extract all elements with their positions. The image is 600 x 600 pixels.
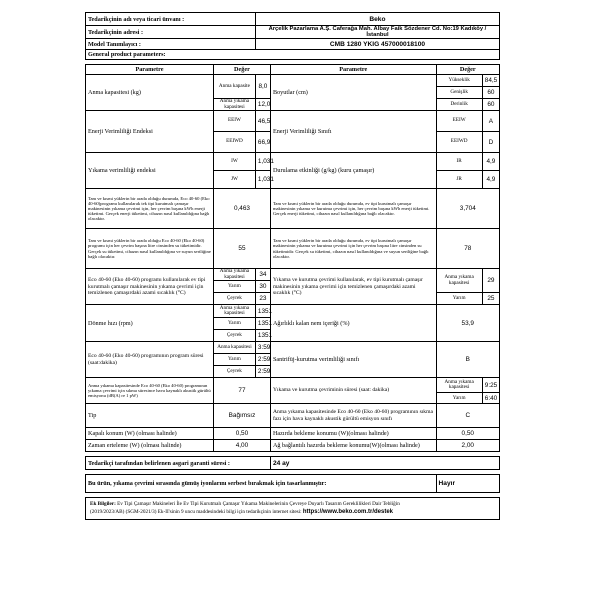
network-label: Ağ bağlantılı hazırda bekleme konumu(W)(olması halinde) [270,440,436,452]
supplier-label: Tedarikçinin adı veya ticari ünvanı : [86,13,256,26]
off-mode-label: Kapalı konum (W) (olması halinde) [86,428,214,440]
capacity-label: Anma kapasitesi (kg) [86,75,214,111]
rinse-eff-v2: 4,9 [482,171,499,189]
duration-wash-sub3: Çeyrek [213,366,255,378]
spin-label: Dönme hızı (rpm) [86,305,214,342]
support-link[interactable]: https://www.beko.com.tr/destek [302,508,394,515]
warranty-value: 24 ay [270,457,499,470]
model-row [86,39,500,50]
col-value-right: Değer [436,65,499,75]
duration-wash-sub2: Yarım [213,354,255,366]
eei-label: Enerji Verimliliği Endeksi [86,111,214,153]
type-value: Bağımsız [213,404,270,428]
table-row [86,404,500,428]
table-row [86,305,500,318]
energy-wash-value: 0,463 [213,189,270,229]
water-wash-value: 55 [213,229,270,269]
temp-wash-label: Eco 40-60 (Eko 40-60) programı kullanılarak ev tipi kurutmalı çamaşır makinesinin yıkama çevrimi için temizlenen çamaşırdaki azami sıcaklık (°C) [86,269,214,305]
moisture-label: Ağırlıklı kalan nem içeriği (%) [270,305,436,342]
energy-class-label: Enerji Verimliliği Sınıfı [270,111,436,153]
delay-label: Zaman erteleme (W) (olması halinde) [86,440,214,452]
network-value: 2,00 [436,440,499,452]
warranty-row [86,457,500,470]
water-wash-label: Tam ve kısmi yüklerin bir arada olduğu Eco 40-60 (Eko 40-60) programı için her çevrim başına litre cinsinden su tüketimidir. Gerçek su tüketimi, cihazın nasıl kullanıldığına ve suyun sertliğine bağlı olacaktır. [86,229,214,269]
table-row [86,229,500,269]
delay-value: 4,00 [213,440,270,452]
general-row [86,50,500,60]
silver-ion-value: Hayır [436,475,499,493]
temp-wash-sub1: Anma yıkama kapasitesi [213,269,255,281]
sheet-table [85,12,500,520]
table-row [86,153,500,171]
energy-class-v1: A [482,111,499,132]
standby-value: 0,50 [436,428,499,440]
column-header-row [86,65,500,75]
water-cycle-label: Tam ve kısmi yüklerin bir arada olduğu durumda, ev tipi kurutmalı çamaşır makinesinin yıkama ve kurutma çevrimi için her çevrim başına litre cinsinden su tüketimidir. Gerçek su tüketimi, cihazın nasıl kullanıldığına ve suyun sertliğine bağlı olacaktır. [270,229,436,269]
address-value: Arçelik Pazarlama A.Ş. Caferağa Mah. Albay Faik Sözdener Cd. No:19 Kadıköy / İstanbul [255,26,499,39]
duration-cycle-label: Yıkama ve kurutma çevriminin süresi (saat: dakika) [270,378,436,404]
dims-v1: 84,5 [482,75,499,87]
temp-wash-sub2: Yarım [213,281,255,293]
duration-wash-v1: 3:59 [255,342,270,354]
rinse-eff-v1: 4,9 [482,153,499,171]
capacity-sub2: Anma yıkama kapasitesi [213,99,255,111]
silver-ion-label: Bu ürün, yıkama çevrimi sırasında gümüş iyonlarını serbest bırakmak için tasarlanmıştır: [86,475,437,493]
duration-wash-v3: 2:59 [255,366,270,378]
energy-wash-label: Tam ve kısmi yüklerin bir arada olduğu durumda, Eco 40-60 (Eko 40-60)programı kullanılarak tek tipi kurutmalı çamaşır makinesinin yıkama çevrimi için, her çevrim başına kWh enerji tüketimi. Gerçek enerji tüketimi, cihazın nasıl kullanıldığına bağlı olacaktır. [86,189,214,229]
temp-wash-v1: 34 [255,269,270,281]
wash-eff-v1: 1,031 [255,153,270,171]
dims-v2: 60 [482,87,499,99]
product-information-sheet [85,12,500,520]
model-label: Model Tanımlayıcı : [86,39,256,50]
spin-v3: 1351 [255,330,270,342]
table-row [86,440,500,452]
wash-eff-v2: 1,031 [255,171,270,189]
duration-wash-sub1: Anma kapasitesi [213,342,255,354]
temp-cycle-label: Yıkama ve kurutma çevrimi kullanılarak, ev tipi kurutmalı çamaşır makinesinin yıkama çevrimi için temizlenen çamaşırdaki azami sıcaklık (°C) [270,269,436,305]
temp-cycle-v2: 25 [482,293,499,305]
temp-cycle-v1: 29 [482,269,499,293]
address-label: Tedarikçinin adresi : [86,26,256,39]
energy-class-v2: D [482,132,499,153]
dims-v3: 60 [482,99,499,111]
spin-sub1: Anma yıkama kapasitesi [213,305,255,318]
temp-cycle-sub2: Yarım [436,293,482,305]
supplier-value: Beko [255,13,499,26]
temp-cycle-sub1: Anma yıkama kapasitesi [436,269,482,293]
warranty-label: Tedarikçi tarafından belirlenen asgari garanti süresi : [86,457,271,470]
table-row [86,378,500,393]
table-row [86,75,500,87]
silver-ion-row [86,475,500,493]
general-params-label: General product parameters: [86,50,500,60]
footer-row [86,498,500,520]
spin-v2: 1351 [255,318,270,330]
water-cycle-value: 78 [436,229,499,269]
supplier-row [86,13,500,26]
wash-eff-label: Yıkama verimliliği endeksi [86,153,214,189]
duration-cycle-v1: 9:25 [482,378,499,393]
eei-v2: 66,9 [255,132,270,153]
rinse-eff-sub2: JR [436,171,482,189]
capacity-v1: 8,0 [255,75,270,99]
footer-info [86,498,500,520]
temp-wash-v3: 23 [255,293,270,305]
eei-sub2: EEIWD [213,132,255,153]
table-row [86,342,500,354]
table-row [86,111,500,132]
energy-class-sub1: EEIW [436,111,482,132]
table-row [86,428,500,440]
col-param-left: Parametre [86,65,214,75]
duration-cycle-sub2: Yarım [436,393,482,404]
table-row [86,189,500,229]
footer-text-1: Ev Tipi Çamaşır Makineleri İle Ev Tipi Kurutmalı Çamaşır Yıkama Makinelerinin Çevreye Duyarlı Tasarım Gereklilikleri Dair Tebliğin [117,501,400,508]
noise-class-value: C [436,404,499,428]
footer-lead: Ek Bilgiler: [90,501,116,508]
wash-eff-sub2: JW [213,171,255,189]
model-value: CMB 1280 YKIG 457000018100 [255,39,499,50]
eei-v1: 46,5 [255,111,270,132]
table-row [86,269,500,281]
noise-value: 77 [213,378,270,404]
rinse-eff-sub1: IR [436,153,482,171]
duration-wash-v2: 2:59 [255,354,270,366]
noise-class-label: Anma yıkama kapasitesinde Eco 40-60 (Eko 40-60) programının sıkma fazı için hava kaynaklı akustik gürültü emisyon sınıfı [270,404,436,428]
footer-text-2: (2019/2023/AB) (SGM-2021/3) Ek-II'sinin 9 uncu maddesindeki bilgi için tedarikçinin internet sitesi: [90,508,302,515]
off-mode-value: 0,50 [213,428,270,440]
standby-label: Hazırda bekleme konumu (W)(olması halinde) [270,428,436,440]
type-label: Tip [86,404,214,428]
col-param-right: Parametre [270,65,436,75]
duration-wash-label: Eco 40-60 (Eko 40-60) programının program süresi (saat:dakika) [86,342,214,378]
dims-sub2: Genişlik [436,87,482,99]
capacity-v2: 12,0 [255,99,270,111]
address-row [86,26,500,39]
duration-cycle-sub1: Anma yıkama kapasitesi [436,378,482,393]
eei-sub1: EEIW [213,111,255,132]
dims-sub3: Derinlik [436,99,482,111]
noise-label: Anma yıkama kapasitesinde Eco 40-60 (Eko 40-60) programının yıkama çevrimi için sıkma süresince hava kaynaklı akustik gürültü emisyonu (dB(A) re 1 pW) [86,378,214,404]
moisture-value: 53,9 [436,305,499,342]
spin-class-label: Santrifüj-kurutma verimliliği sınıfı [270,342,436,378]
spin-sub2: Yarım [213,318,255,330]
spin-v1: 1351 [255,305,270,318]
dims-sub1: Yükseklik [436,75,482,87]
capacity-sub1: Anma kapasite [213,75,255,99]
duration-cycle-v2: 6:40 [482,393,499,404]
energy-class-sub2: EEIWD [436,132,482,153]
dims-label: Boyutlar (cm) [270,75,436,111]
energy-cycle-value: 3,704 [436,189,499,229]
temp-wash-v2: 30 [255,281,270,293]
spin-class-value: B [436,342,499,378]
temp-wash-sub3: Çeyrek [213,293,255,305]
energy-cycle-label: Tam ve kısmi yüklerin bir arada olduğu durumda, ev tipi kurutmalı çamaşır makinesinin yıkama ve kurutma çevrimi için, her çevrim başına kWh enerji tüketimi. Gerçek enerji tüketimi, cihazın nasıl kullanıldığına bağlı olacaktır. [270,189,436,229]
rinse-eff-label: Durulama etkinliği (g/kg) (kuru çamaşır) [270,153,436,189]
spin-sub3: Çeyrek [213,330,255,342]
wash-eff-sub1: IW [213,153,255,171]
col-value-left: Değer [213,65,270,75]
